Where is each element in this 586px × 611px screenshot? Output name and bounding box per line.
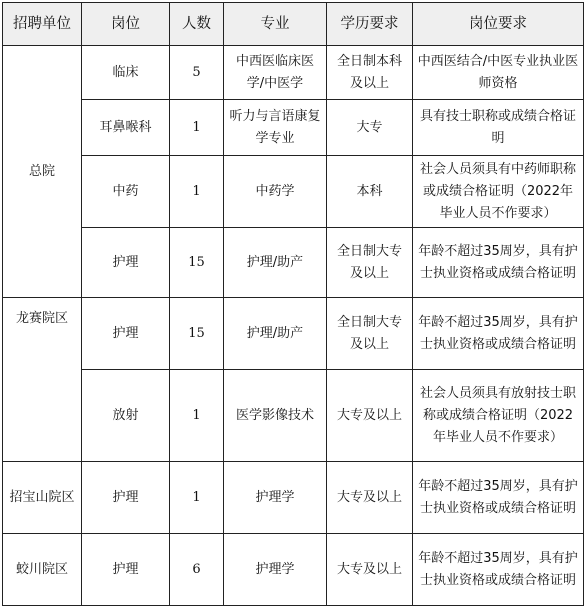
education-cell: 大专及以上 [327,370,413,462]
position-cell: 耳鼻喉科 [82,100,170,156]
position-cell: 护理 [82,298,170,370]
education-cell: 大专 [327,100,413,156]
unit-cell: 蛟川院区 [3,534,82,606]
major-cell: 护理/助产 [224,298,327,370]
header-education: 学历要求 [327,3,413,46]
unit-cell: 招宝山院区 [3,462,82,534]
major-cell: 护理学 [224,534,327,606]
major-cell: 听力与言语康复学专业 [224,100,327,156]
position-cell: 临床 [82,46,170,100]
table-row [3,100,584,156]
header-position: 岗位 [82,3,170,46]
position-cell: 护理 [82,534,170,606]
major-cell: 医学影像技术 [224,370,327,462]
unit-cell: 龙赛院区 [3,298,82,462]
education-cell: 大专及以上 [327,534,413,606]
position-cell: 放射 [82,370,170,462]
count-cell: 15 [170,298,224,370]
header-unit: 招聘单位 [3,3,82,46]
major-cell: 中药学 [224,156,327,228]
major-cell: 护理/助产 [224,228,327,298]
major-cell: 护理学 [224,462,327,534]
table-row [3,534,584,606]
requirement-cell: 年龄不超过35周岁，具有护士执业资格或成绩合格证明 [413,534,584,606]
table-row [3,370,584,462]
requirement-cell: 社会人员须具有中药师职称或成绩合格证明（2022年毕业人员不作要求） [413,156,584,228]
count-cell: 1 [170,100,224,156]
count-cell: 1 [170,156,224,228]
education-cell: 大专及以上 [327,462,413,534]
count-cell: 6 [170,534,224,606]
position-cell: 护理 [82,228,170,298]
count-cell: 1 [170,462,224,534]
position-cell: 中药 [82,156,170,228]
table-row [3,298,584,370]
header-major: 专业 [224,3,327,46]
requirement-cell: 社会人员须具有放射技士职称或成绩合格证明（2022年毕业人员不作要求） [413,370,584,462]
header-row [3,3,584,46]
major-cell: 中西医临床医学/中医学 [224,46,327,100]
requirement-cell: 年龄不超过35周岁，具有护士执业资格或成绩合格证明 [413,228,584,298]
table-row [3,156,584,228]
table-row [3,228,584,298]
header-count: 人数 [170,3,224,46]
table-row [3,462,584,534]
requirement-cell: 中西医结合/中医专业执业医师资格 [413,46,584,100]
education-cell: 全日制本科及以上 [327,46,413,100]
unit-cell: 总院 [3,46,82,298]
count-cell: 1 [170,370,224,462]
education-cell: 全日制大专及以上 [327,228,413,298]
position-cell: 护理 [82,462,170,534]
education-cell: 全日制大专及以上 [327,298,413,370]
requirement-cell: 具有技士职称或成绩合格证明 [413,100,584,156]
requirement-cell: 年龄不超过35周岁，具有护士执业资格或成绩合格证明 [413,298,584,370]
table-row [3,46,584,100]
count-cell: 5 [170,46,224,100]
recruitment-table [2,2,584,606]
count-cell: 15 [170,228,224,298]
requirement-cell: 年龄不超过35周岁，具有护士执业资格或成绩合格证明 [413,462,584,534]
education-cell: 本科 [327,156,413,228]
header-requirement: 岗位要求 [413,3,584,46]
